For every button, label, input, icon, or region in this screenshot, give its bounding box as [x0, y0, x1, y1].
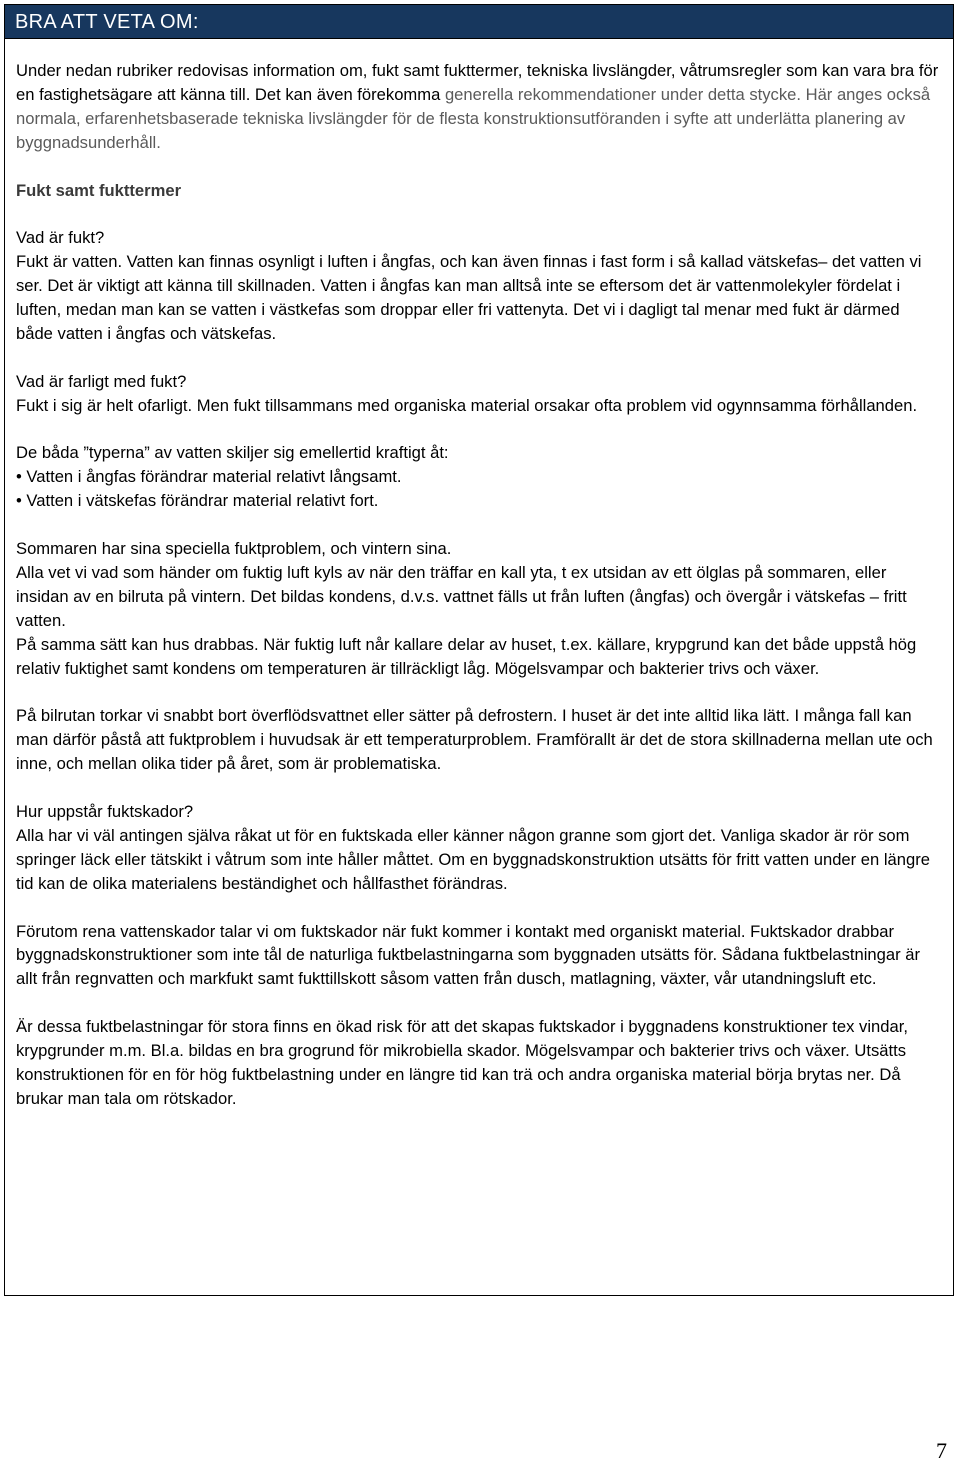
- section-title: Fukt samt fukttermer: [16, 180, 182, 200]
- question-damage: Hur uppstår fuktskador?: [16, 801, 194, 821]
- seasons-line: Sommaren har sina speciella fuktproblem, och vintern sina.: [16, 539, 452, 559]
- box-content: [5, 39, 953, 1111]
- organic-paragraph: Förutom rena vattenskador talar vi om fuktskador när fukt kommer i kontakt med organiskt material. Fuktskador drabbar byggnadskonstruktioner som inte tål de naturliga fuktbelastningarna som byggnaden utsätts för. Sådana fuktbelastningar är allt från regnvatten och markfukt samt fukttillskott såsom vatten från dusch, matlagning, växter, vår utandningsluft etc.: [16, 921, 921, 989]
- answer-what-is-moisture: Fukt är vatten. Vatten kan finnas osynligt i luften i ångfas, och kan även finnas i fast form i så kallad vätskefas– det vatten vi ser. Det är viktigt att känna till skillnaden. Vatten i ångfas kan man alltså inte se eftersom det är vattenmolekyler fördelat i luften, medan man kan se vatten i västkefas som droppar eller fri vattenyta. Det vi i dagligt tal menar med fukt är därmed både vatten i ångfas och vätskefas.: [16, 252, 922, 343]
- intro-text-gray: generella rekommendationer under detta stycke. Här anges också normala, erfarenhetsbaserade tekniska livslängder för de flesta konstruktionsutföranden i syfte att underlätta planering av byggnadsunderhåll.: [16, 84, 931, 152]
- car-window-paragraph: På bilrutan torkar vi snabbt bort överflödsvattnet eller sätter på defrostern. I huset är det inte alltid lika lätt. I många fall kan man därför påstå att fuktproblem i huvudsak är ett temperaturproblem. Framförallt är det de stora skillnaderna mellan ute och inne, och mellan olika tider på året, som är problematiska.: [16, 706, 933, 774]
- bullet-item: • Vatten i ångfas förändrar material relativt långsamt.: [16, 465, 941, 489]
- box-header: [5, 5, 953, 39]
- page-number: 7: [936, 1438, 947, 1463]
- types-intro: De båda ”typerna” av vatten skiljer sig emellertid kraftigt åt:: [16, 443, 449, 463]
- question-what-is-moisture: Vad är fukt?: [16, 228, 105, 248]
- risk-paragraph: Är dessa fuktbelastningar för stora finns en ökad risk för att det skapas fuktskador i byggnadens konstruktioner tex vindar, krypgrunder m.m. Bl.a. bildas en bra grogrund för mikrobiella skador. Mögelsvampar och bakterier trivs och växer. Utsätts konstruktionen för en för hög fuktbelastning under en längre tid kan trä och andra organiska material börja brytas ner. Då brukar man tala om rötskador.: [16, 1017, 908, 1108]
- info-box: [4, 4, 954, 1296]
- answer-danger: Fukt i sig är helt ofarligt. Men fukt tillsammans med organiska material orsakar ofta problem vid ogynnsamma förhållanden.: [16, 395, 918, 415]
- question-danger: Vad är farligt med fukt?: [16, 371, 187, 391]
- answer-damage: Alla har vi väl antingen själva råkat ut för en fuktskada eller känner någon granne som gjort det. Vanliga skador är rör som springer läck eller tätskikt i våtrum som inte håller måttet. Om en byggnadskonstruktion utsätts för fritt vatten under en längre tid kan de olika materialens beständighet och hållfasthet förändras.: [16, 825, 930, 893]
- intro-text: Under nedan rubriker redovisas information om, fukt samt fukttermer, tekniska livslängder, våtrumsregler som kan vara bra för en fastighetsägare att känna till. Det kan även förekomma: [16, 61, 939, 104]
- seasons-condensation: Alla vet vi vad som händer om fuktig luft kyls av när den träffar en kall yta, t ex utsidan av ett ölglas på sommaren, eller insidan av en bilruta på vintern. Det bildas kondens, d.v.s. vattnet fälls ut från luften (ångfas) och övergår i vätskefas – fritt vatten.: [16, 562, 907, 630]
- intro-paragraph: [16, 59, 941, 155]
- bullet-item: • Vatten i vätskefas förändrar material relativt fort.: [16, 489, 941, 513]
- seasons-houses: På samma sätt kan hus drabbas. När fuktig luft når kallare delar av huset, t.ex. källare, krypgrund kan det både uppstå hög relativ fuktighet samt kondens om temperaturen är tillräckligt låg. Mögelsvampar och bakterier trivs och växer.: [16, 634, 917, 678]
- header-title: BRA ATT VETA OM:: [15, 11, 199, 33]
